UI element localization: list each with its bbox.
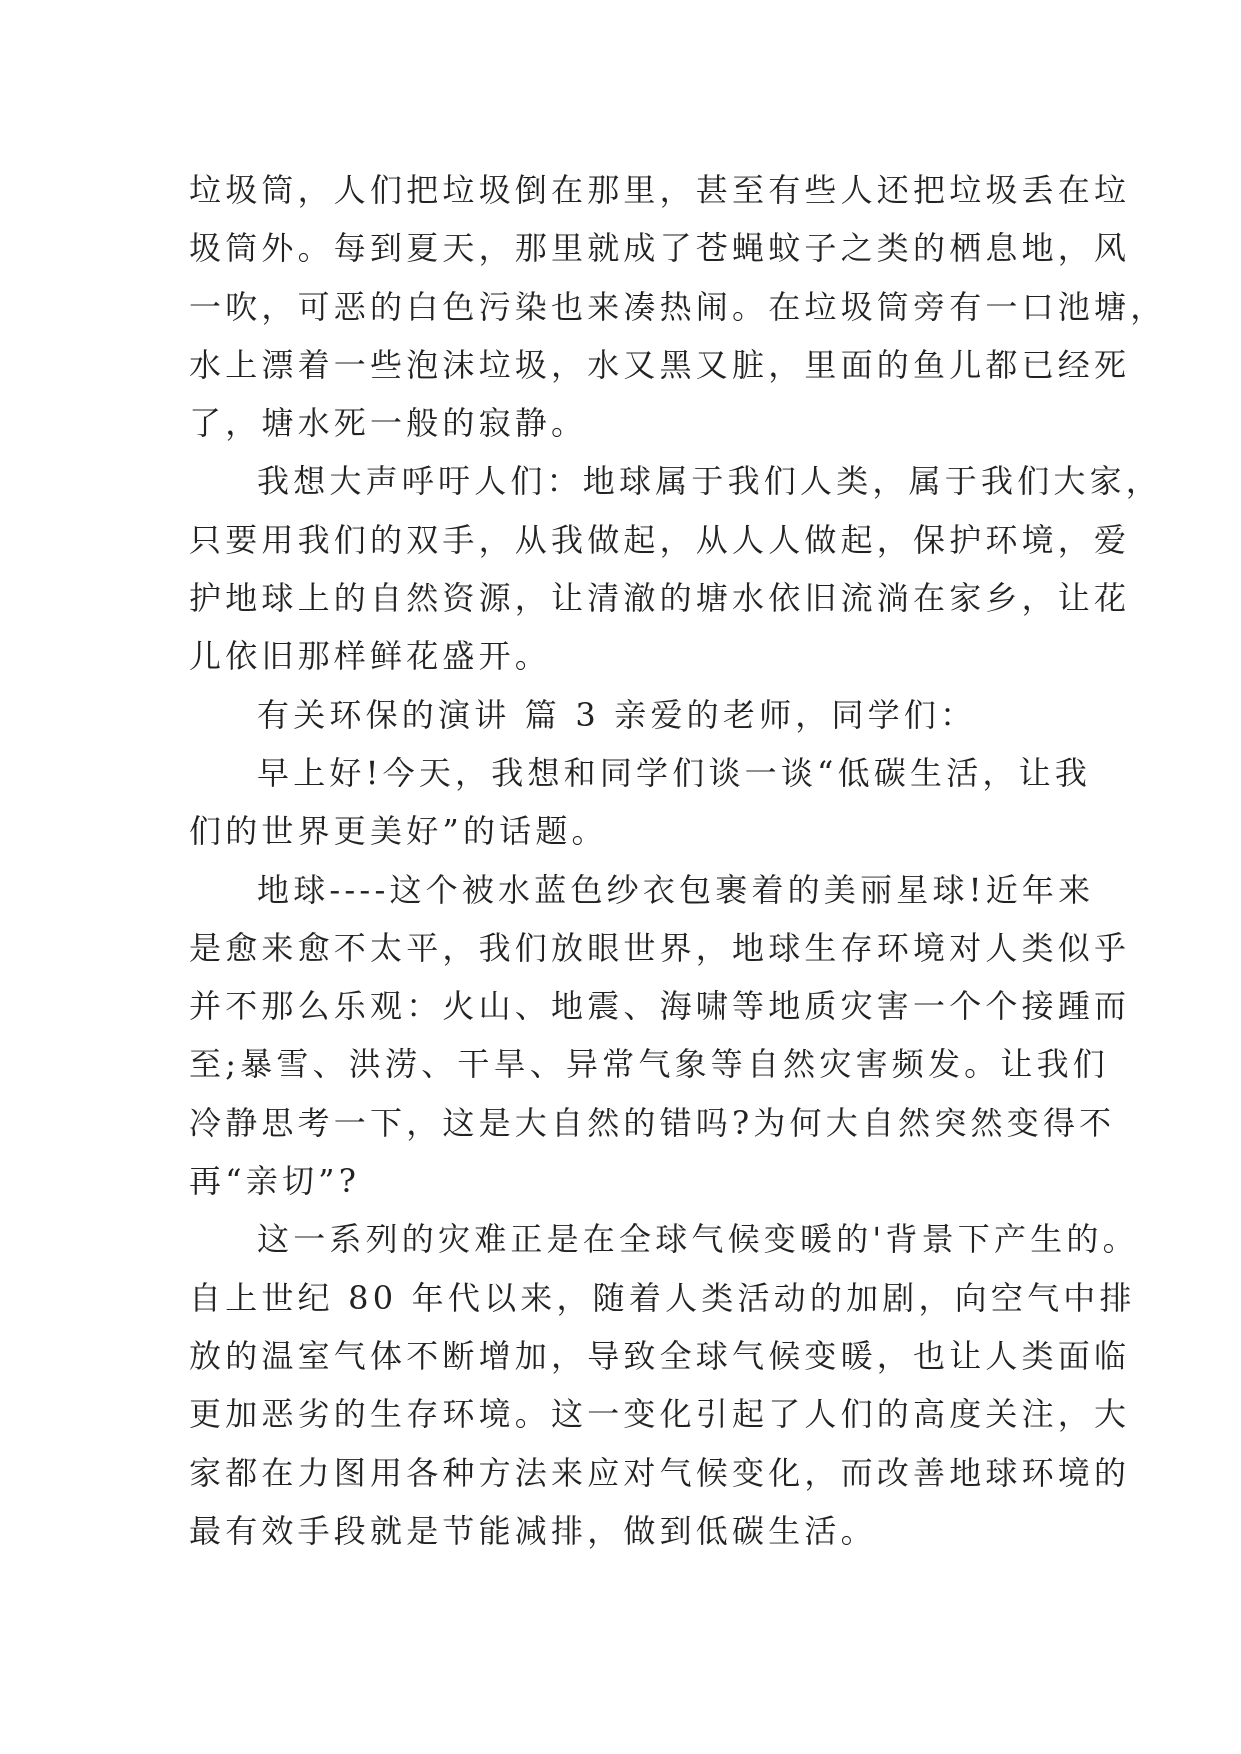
paragraph (189, 452, 1163, 685)
text-line: 是愈来愈不太平，我们放眼世界，地球生存环境对人类似乎 (189, 928, 1131, 967)
text-line: 儿依旧那样鲜花盛开。 (189, 637, 552, 676)
text-line: 再“亲切”? (189, 1162, 361, 1201)
text-line: 我想大声呼吁人们：地球属于我们人类，属于我们大家， (257, 462, 1163, 501)
text-line: 护地球上的自然资源，让清澈的塘水依旧流淌在家乡，让花 (189, 579, 1131, 618)
text-line: 更加恶劣的生存环境。这一变化引起了人们的高度关注，大 (189, 1395, 1131, 1434)
text-line: 有关环保的演讲 篇 3 亲爱的老师，同学们： (257, 695, 977, 734)
document-body (189, 161, 1167, 1560)
text-line: 早上好!今天，我想和同学们谈一谈“低碳生活，让我 (257, 753, 1092, 792)
paragraph (189, 686, 1049, 744)
paragraph (189, 161, 1167, 452)
paragraph (189, 861, 1131, 1211)
text-line: 地球----这个被水蓝色纱衣包裹着的美丽星球!近年来 (257, 870, 1095, 909)
text-line: 圾筒外。每到夏天，那里就成了苍蝇蚊子之类的栖息地，风 (189, 229, 1131, 268)
paragraph (189, 1210, 1139, 1560)
text-line: 冷静思考一下，这是大自然的错吗?为何大自然突然变得不 (189, 1103, 1116, 1142)
text-line: 了，塘水死一般的寂静。 (189, 404, 588, 443)
text-line: 一吹，可恶的白色污染也来凑热闹。在垃圾筒旁有一口池塘， (189, 287, 1167, 326)
text-line: 最有效手段就是节能减排，做到低碳生活。 (189, 1511, 877, 1550)
text-line: 这一系列的灾难正是在全球气候变暖的'背景下产生的。 (257, 1220, 1139, 1259)
text-line: 放的温室气体不断增加，导致全球气候变暖，也让人类面临 (189, 1336, 1131, 1375)
text-line: 至;暴雪、洪涝、干旱、异常气象等自然灾害频发。让我们 (189, 1045, 1109, 1084)
text-line: 只要用我们的双手，从我做起，从人人做起，保护环境，爱 (189, 520, 1131, 559)
text-line: 自上世纪 80 年代以来，随着人类活动的加剧，向空气中排 (189, 1278, 1136, 1317)
text-line: 水上漂着一些泡沫垃圾，水又黑又脏，里面的鱼儿都已经死 (189, 345, 1131, 384)
text-line: 垃圾筒，人们把垃圾倒在那里，甚至有些人还把垃圾丢在垃 (189, 171, 1131, 209)
text-line: 并不那么乐观：火山、地震、海啸等地质灾害一个个接踵而 (189, 987, 1131, 1026)
paragraph (189, 744, 1092, 861)
text-line: 们的世界更美好”的话题。 (189, 812, 608, 851)
text-line: 家都在力图用各种方法来应对气候变化，而改善地球环境的 (189, 1453, 1131, 1492)
